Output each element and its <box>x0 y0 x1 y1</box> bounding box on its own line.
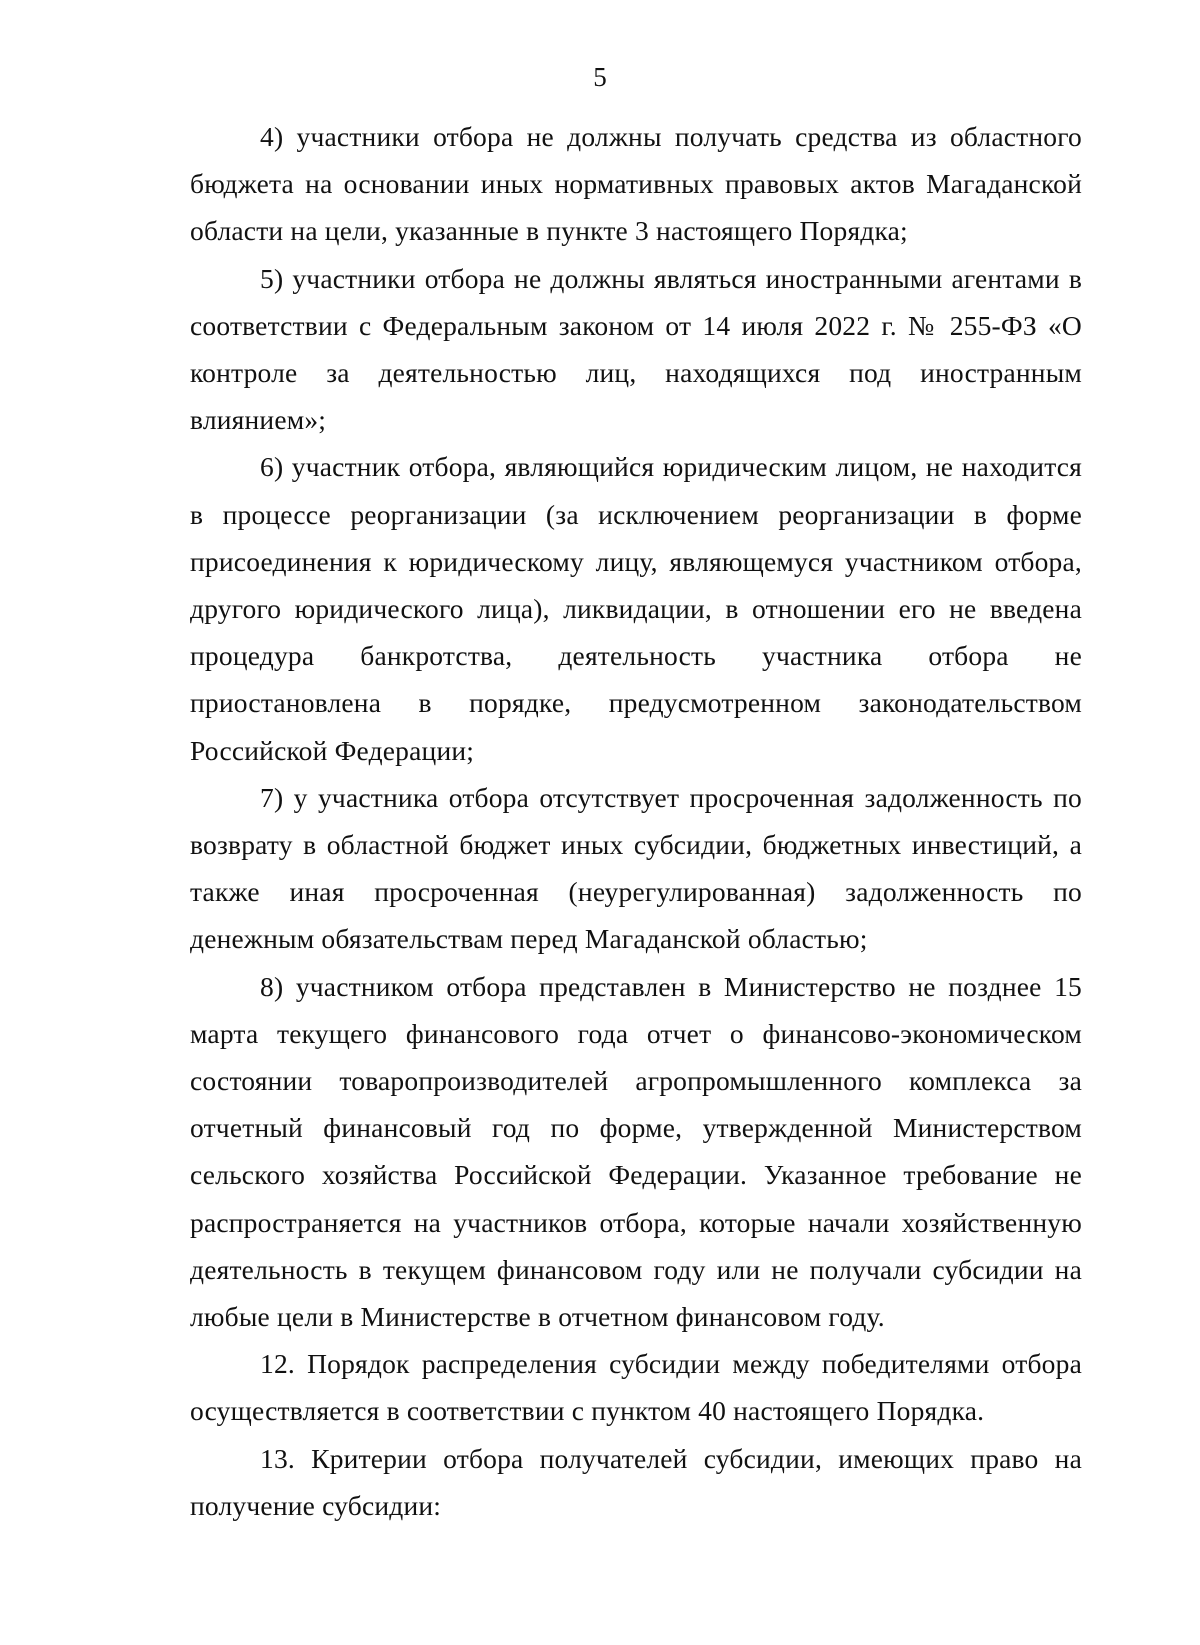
paragraph-item-7: 7) у участника отбора отсутствует просроченная задолженность по возврату в областной бюджет иных субсидии, бюджетных инвестиций, а также иная просроченная (неурегулированная) задолженность по денежным обязательствам перед Магаданской областью; <box>190 781 1082 955</box>
paragraph-item-6: 6) участник отбора, являющийся юридическим лицом, не находится в процессе реорганизации (за исключением реорганизации в форме присоединения к юридическому лицу, являющемуся участником отбора, другого юридического лица), ликвидации, в отношении его не введена процедура банкротства, деятельность участника отбора не приостановлена в порядке, предусмотренном законодательством Российской Федерации; <box>190 451 1082 766</box>
paragraph-point-13: 13. Критерии отбора получателей субсидии, имеющих право на получение субсидии: <box>190 1442 1082 1521</box>
document-body <box>190 113 1082 1529</box>
paragraph-point-12: 12. Порядок распределения субсидии между победителями отбора осуществляется в соответствии с пунктом 40 настоящего Порядка. <box>190 1348 1082 1427</box>
paragraph-item-5: 5) участники отбора не должны являться иностранными агентами в соответствии с Федеральным законом от 14 июля 2022 г. № 255-ФЗ «О контроле за деятельностью лиц, находящихся под иностранным влиянием»; <box>190 262 1082 436</box>
paragraph-item-4: 4) участники отбора не должны получать средства из областного бюджета на основании иных нормативных правовых актов Магаданской области на цели, указанные в пункте 3 настоящего Порядка; <box>190 121 1082 247</box>
page-number: 5 <box>593 62 607 92</box>
paragraph-item-8: 8) участником отбора представлен в Министерство не позднее 15 марта текущего финансового года отчет о финансово-экономическом состоянии товаропроизводителей агропромышленного комплекса за отчетный финансовый год по форме, утвержденной Министерством сельского хозяйства Российской Федерации. Указанное требование не распространяется на участников отбора, которые начали хозяйственную деятельность в текущем финансовом году или не получали субсидии на любые цели в Министерстве в отчетном финансовом году. <box>190 970 1082 1333</box>
